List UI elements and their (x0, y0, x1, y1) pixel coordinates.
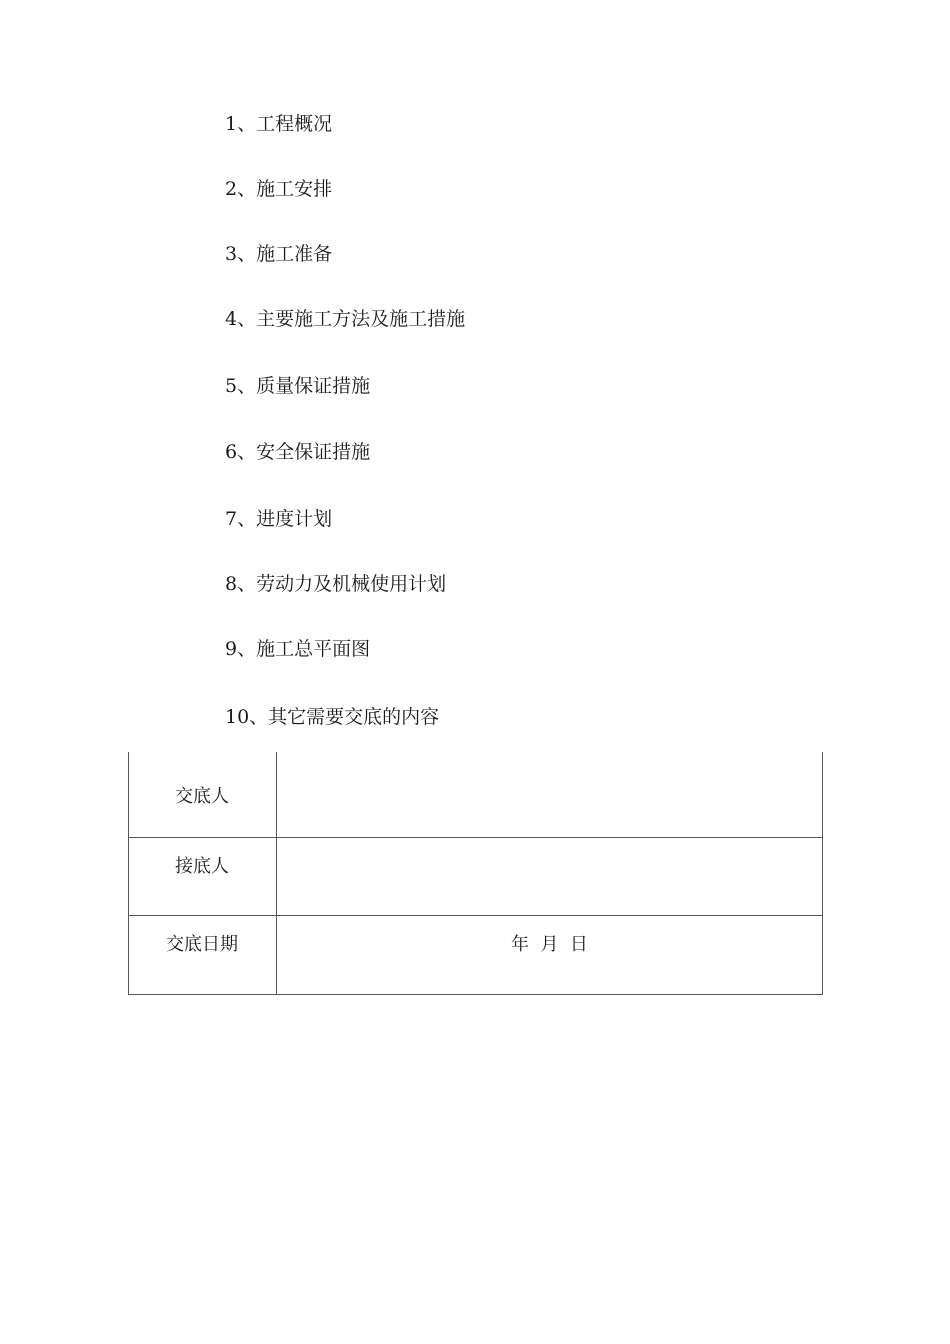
table-column-divider (276, 752, 277, 995)
discloser-label: 交底人 (175, 786, 229, 807)
list-item: 9、施工总平面图 (225, 638, 371, 660)
disclosure-date-label: 交底日期 (166, 934, 238, 955)
table-border-right (822, 752, 823, 995)
disclosure-date-value: 年 月 日 (511, 934, 588, 955)
list-item: 7、进度计划 (225, 508, 333, 530)
table-border-bottom (128, 994, 823, 995)
list-item: 3、施工准备 (225, 243, 333, 265)
list-item: 2、施工安排 (225, 178, 333, 200)
list-item: 8、劳动力及机械使用计划 (225, 573, 447, 595)
sign-off-table (128, 752, 823, 995)
list-item: 1、工程概况 (225, 113, 333, 135)
list-item: 6、安全保证措施 (225, 441, 371, 463)
list-item: 5、质量保证措施 (225, 375, 371, 397)
receiver-label: 接底人 (175, 856, 229, 877)
list-item: 4、主要施工方法及施工措施 (225, 308, 466, 330)
table-row-divider (128, 915, 823, 916)
table-row-divider (128, 837, 823, 838)
list-item: 10、其它需要交底的内容 (225, 706, 440, 728)
